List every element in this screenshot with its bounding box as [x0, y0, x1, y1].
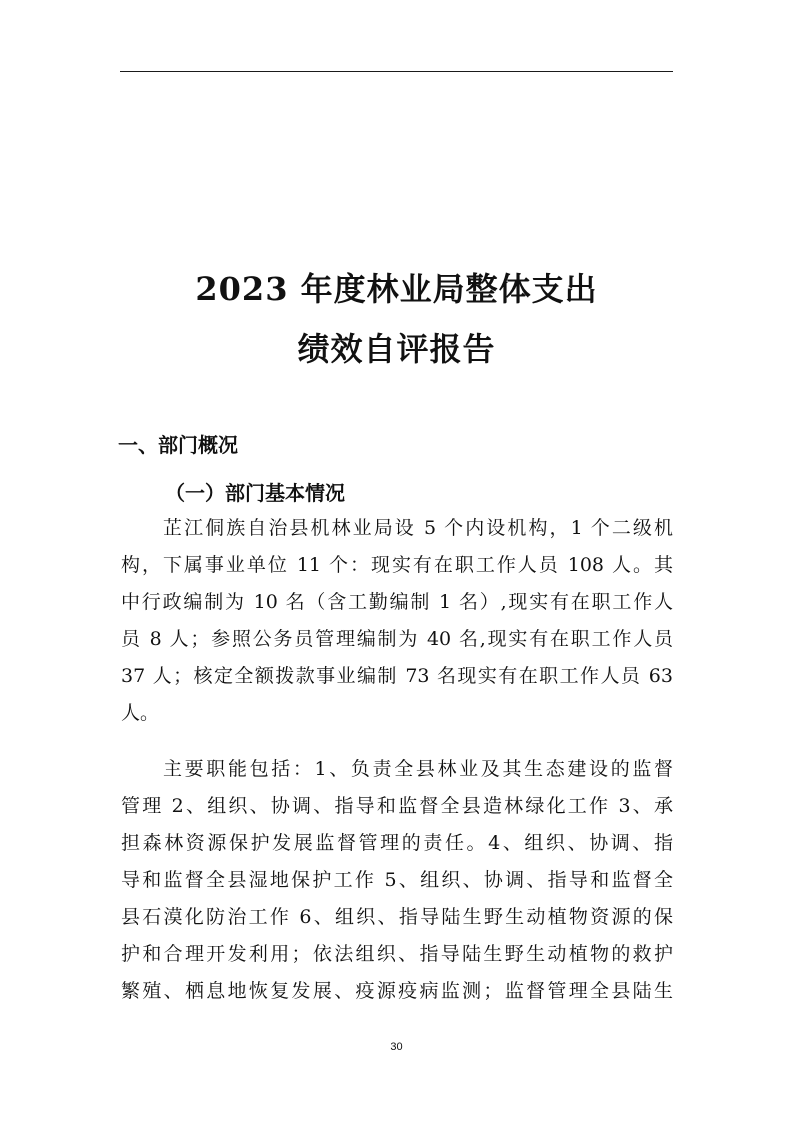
paragraph-line: 主要职能包括：1、负责全县林业及其生态建设的监督	[163, 758, 673, 780]
report-title-line-1: 2023 年度林业局整体支出	[195, 270, 598, 308]
paragraph-line: 员 8 人；参照公务员管理编制为 40 名,现实有在职工作人员	[121, 628, 673, 650]
paragraph-line: 繁殖、栖息地恢复发展、疫源疫病监测；监督管理全县陆生	[121, 980, 673, 1002]
header-rule	[120, 71, 673, 72]
paragraph-line: 管理 2、组织、协调、指导和监督全县造林绿化工作 3、承	[121, 795, 673, 817]
paragraph-line: 担森林资源保护发展监督管理的责任。4、组织、协调、指	[121, 832, 673, 854]
paragraph-department-overview	[121, 510, 673, 732]
paragraph-line: 护和合理开发利用；依法组织、指导陆生野生动植物的救护	[121, 943, 673, 965]
paragraph-line: 人。	[121, 702, 160, 724]
paragraph-line: 构，下属事业单位 11 个：现实有在职工作人员 108 人。其	[121, 554, 673, 576]
page-number: 30	[390, 1041, 403, 1053]
paragraph-line: 县石漠化防治工作 6、组织、指导陆生野生动植物资源的保	[121, 906, 673, 928]
paragraph-main-functions	[121, 751, 673, 1010]
paragraph-line: 导和监督全县湿地保护工作 5、组织、协调、指导和监督全	[121, 869, 673, 891]
paragraph-line: 中行政编制为 10 名（含工勤编制 1 名）,现实有在职工作人	[121, 591, 673, 613]
paragraph-line: 芷江侗族自治县机林业局设 5 个内设机构，1 个二级机	[163, 517, 673, 539]
subsection-heading: （一）部门基本情况	[165, 481, 345, 505]
paragraph-line: 37 人；核定全额拨款事业编制 73 名现实有在职工作人员 63	[121, 665, 673, 687]
report-title-line-2: 绩效自评报告	[297, 330, 496, 368]
section-heading: 一、部门概况	[118, 433, 238, 457]
